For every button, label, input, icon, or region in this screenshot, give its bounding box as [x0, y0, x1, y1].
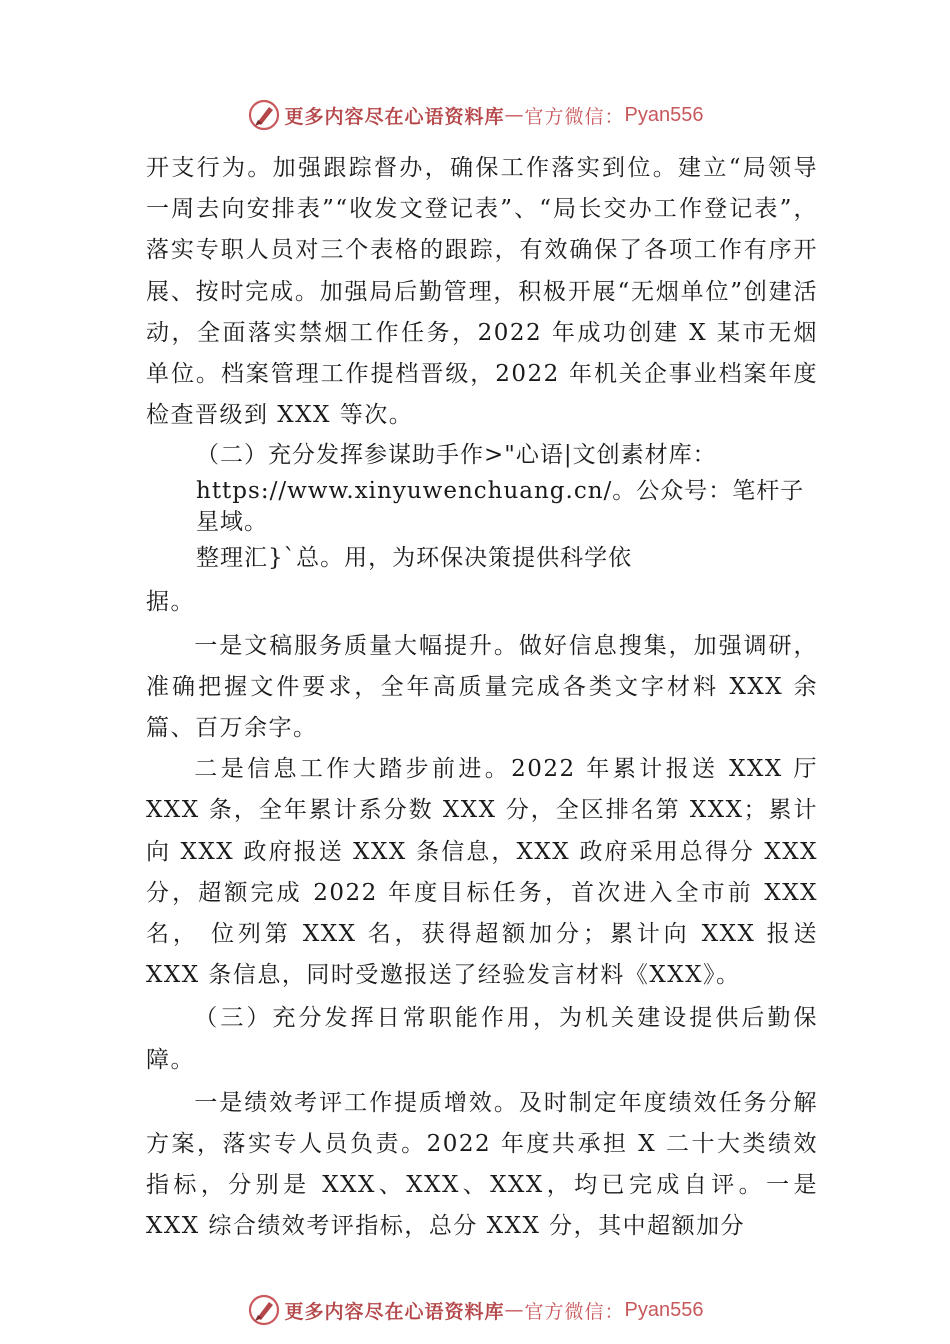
heading-2-tail: 据。 [146, 589, 195, 616]
heading-2-line-3: 整理汇}`总。用，为环保决策提供科学依 [196, 544, 633, 571]
watermark-main-text: 更多内容尽在心语资料库 [284, 105, 505, 128]
heading-2-line-1: （二）充分发挥参谋助手作>"心语|文创素材库： [196, 442, 717, 469]
watermark-sub-text: 官方微信： [524, 105, 625, 128]
watermark-sub-text: 官方微信： [524, 1300, 625, 1323]
pen-nib-logo-icon [247, 98, 281, 132]
footer-watermark [0, 1290, 950, 1330]
watermark-wechat-id: Pyan556 [624, 103, 704, 126]
header-watermark [0, 95, 950, 135]
watermark-main-text: 更多内容尽在心语资料库 [284, 1300, 505, 1323]
paragraph-information: 二是信息工作大踏步前进。2022 年累计报送 XXX 厅 XXX 条，全年累计系分数 XXX 分，全区排名第 XXX；累计向 XXX 政府报送 XXX 条信息，XXX 政府采用总得分 XXX 分，超额完成 2022 年度目标任务，首次进入全市前 XXX 名， 位列第 XXX 名，获得超额加分；累计向 XXX 报送 XXX 条信息，同时受邀报送了经验发言材料《XXX》。 [146, 756, 818, 989]
watermark-dash: — [504, 1299, 525, 1321]
paragraph-drafting: 一是文稿服务质量大幅提升。做好信息搜集，加强调研，准确把握文件要求，全年高质量完成各类文字材料 XXX 余篇、百万余字。 [146, 632, 818, 742]
watermark-dash: — [504, 104, 525, 126]
watermark-wechat-id: Pyan556 [624, 1298, 704, 1321]
document-body [146, 148, 818, 1248]
section-heading-3: （三）充分发挥日常职能作用，为机关建设提供后勤保障。 [146, 1005, 818, 1073]
paragraph-performance: 一是绩效考评工作提质增效。及时制定年度绩效任务分解方案，落实专人员负责。2022 年度共承担 X 二十大类绩效指标，分别是 XXX、XXX、XXX，均已完成自评。一是 XXX 综合绩效考评指标，总分 XXX 分，其中超额加分 [146, 1089, 818, 1240]
section-heading-2 [146, 436, 818, 623]
paragraph-admin: 开支行为。加强跟踪督办，确保工作落实到位。建立“局领导一周去向安排表”“收发文登记表”、“局长交办工作登记表”，落实专职人员对三个表格的跟踪，有效确保了各项工作有序开展、按时完成。加强局后勤管理，积极开展“无烟单位”创建活动，全面落实禁烟工作任务，2022 年成功创建 X 某市无烟单位。档案管理工作提档晋级，2022 年机关企事业档案年度检查晋级到 XXX 等次。 [146, 155, 818, 429]
heading-2-line-2: https://www.xinyuwenchuang.cn/。公众号：笔杆子星域。 [196, 477, 805, 536]
pen-nib-logo-icon [247, 1293, 281, 1327]
